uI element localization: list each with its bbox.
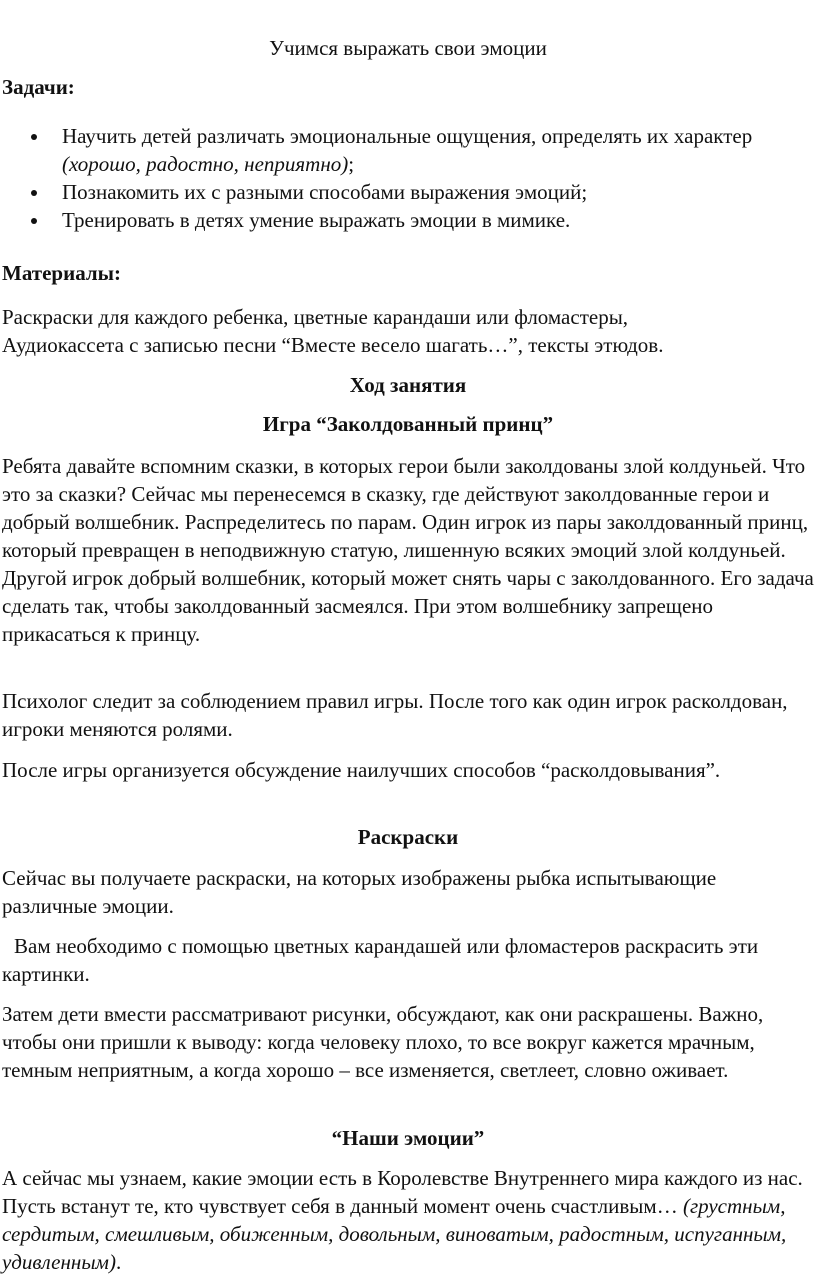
document-title: Учимся выражать свои эмоции (269, 36, 547, 60)
emotions-paragraph: А сейчас мы узнаем, какие эмоции есть в Королевстве Внутреннего мира каждого из нас. Пусть встанут те, кто чувствует себя в данный момент очень счастливым… (грустным, сердитым, смешливым, обиженным, довольным, виноватым, радостным, испуганным, удивленным). (2, 1166, 803, 1274)
list-item: Тренировать в детях умение выражать эмоции в мимике. (0, 206, 810, 234)
coloring-heading: Раскраски (357, 825, 459, 849)
materials-heading: Материалы: (2, 261, 122, 285)
coloring-paragraph-2: Вам необходимо с помощью цветных карандашей или фломастеров раскрасить эти картинки. (2, 934, 759, 986)
materials-paragraph: Раскраски для каждого ребенка, цветные карандаши или фломастеры, Аудиокассета с записью песни “Вместе весело шагать…”, тексты этюдов. (2, 305, 664, 357)
lesson-heading: Ход занятия (349, 373, 467, 397)
game-heading: Игра “Заколдованный принц” (262, 412, 554, 436)
game-paragraph-2: Психолог следит за соблюдением правил игры. После того как один игрок расколдован, игроки меняются ролями. (2, 689, 788, 741)
game-paragraph-3: После игры организуется обсуждение наилучших способов “расколдовывания”. (2, 758, 721, 782)
coloring-paragraph-3: Затем дети вмести рассматривают рисунки, обсуждают, как они раскрашены. Важно, чтобы они пришли к выводу: когда человеку плохо, то все вокруг кажется мрачным, темным неприятным, а когда хорошо – все изменяется, светлеет, словно оживает. (2, 1002, 764, 1082)
emotions-heading: “Наши эмоции” (331, 1126, 485, 1150)
tasks-heading: Задачи: (2, 75, 75, 99)
coloring-paragraph-1: Сейчас вы получаете раскраски, на которых изображены рыбка испытывающие различные эмоции. (2, 866, 717, 918)
list-item: Научить детей различать эмоциональные ощущения, определять их характер (хорошо, радостно, неприятно); (0, 122, 810, 178)
tasks-list (0, 122, 810, 234)
game-paragraph-1: Ребята давайте вспомним сказки, в которых герои были заколдованы злой колдуньей. Что это за сказки? Сейчас мы перенесемся в сказку, где действуют заколдованные герои и добрый волшебник. Распределитесь по парам. Один игрок из пары заколдованный принц, который превращен в неподвижную статую, лишенную всяких эмоций злой колдуньей. Другой игрок добрый волшебник, который может снять чары с заколдованного. Его задача сделать так, чтобы заколдованный засмеялся. При этом волшебнику запрещено прикасаться к принцу. (2, 454, 814, 646)
list-item: Познакомить их с разными способами выражения эмоций; (0, 178, 810, 206)
